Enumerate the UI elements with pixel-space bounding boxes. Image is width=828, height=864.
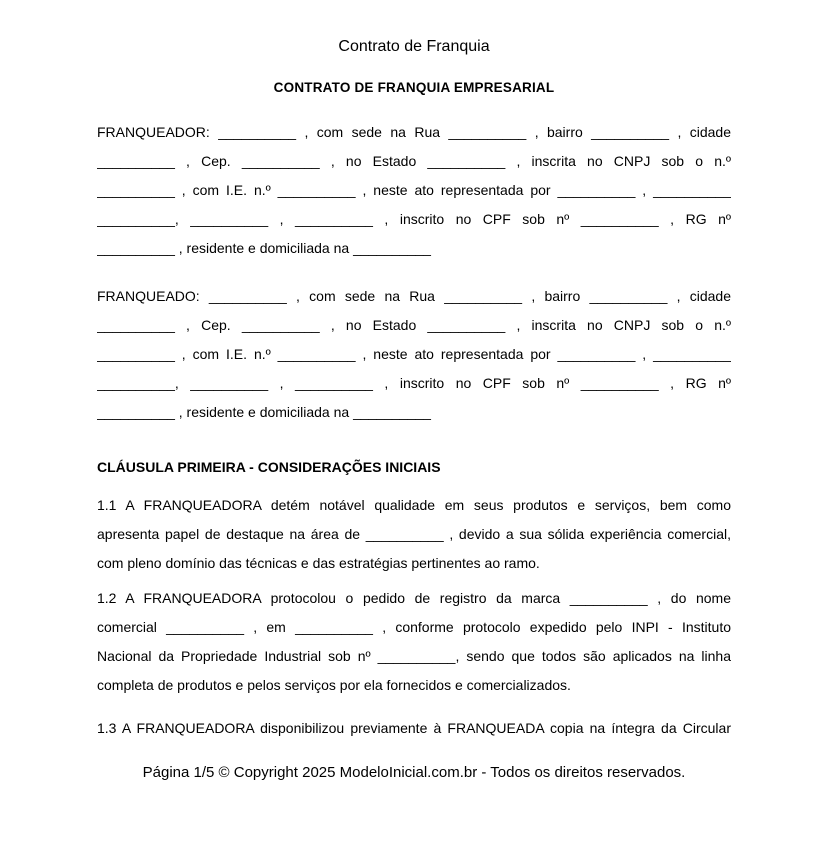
document-title: Contrato de Franquia [338,38,490,55]
contract-document-page [0,36,828,787]
clause-1-2-paragraph [97,584,731,700]
clause-1-1-paragraph [97,491,731,578]
franqueador-paragraph [97,118,731,263]
text-line: 1.2 A FRANQUEADORA protocolou o pedido de registro da marca __________ , do nome [97,590,731,606]
text-line: 1.1 A FRANQUEADORA detém notável qualidade em seus produtos e serviços, bem como [97,497,731,513]
text-line: __________ , residente e domiciliada na __________ [97,240,431,256]
text-line: Nacional da Propriedade Industrial sob nº __________, sendo que todos são aplicados na linha [97,648,731,664]
clause-primeira-heading: CLÁUSULA PRIMEIRA - CONSIDERAÇÕES INICIAIS [97,459,441,475]
text-line: __________, __________ , __________ , inscrito no CPF sob nº __________ , RG nº [97,375,731,391]
text-line: completa de produtos e pelos serviços por ela fornecidos e comercializados. [97,677,571,693]
text-line: __________ , com I.E. n.º __________ , neste ato representada por __________ , __________ [97,182,731,198]
text-line: FRANQUEADO: __________ , com sede na Rua __________ , bairro __________ , cidade [97,288,731,304]
text-line: __________ , com I.E. n.º __________ , neste ato representada por __________ , __________ [97,346,731,362]
text-line: FRANQUEADOR: __________ , com sede na Rua __________ , bairro __________ , cidade [97,124,731,140]
page-footer: Página 1/5 © Copyright 2025 ModeloInicial.com.br - Todos os direitos reservados. [142,764,686,781]
text-line: 1.3 A FRANQUEADORA disponibilizou previamente à FRANQUEADA copia na íntegra da Circular [97,720,731,736]
clause-1-3-paragraph [97,714,731,743]
contract-heading: CONTRATO DE FRANQUIA EMPRESARIAL [273,80,555,95]
text-line: __________ , Cep. __________ , no Estado __________ , inscrita no CNPJ sob o n.º [97,317,731,333]
franqueado-paragraph [97,282,731,427]
text-line: __________ , Cep. __________ , no Estado __________ , inscrita no CNPJ sob o n.º [97,153,731,169]
text-line: __________ , residente e domiciliada na __________ [97,404,431,420]
text-line: comercial __________ , em __________ , conforme protocolo expedido pelo INPI - Instituto [97,619,731,635]
text-line: apresenta papel de destaque na área de __________ , devido a sua sólida experiência comercial, [97,526,731,542]
text-line: __________, __________ , __________ , inscrito no CPF sob nº __________ , RG nº [97,211,731,227]
text-line: com pleno domínio das técnicas e das estratégias pertinentes ao ramo. [97,555,540,571]
